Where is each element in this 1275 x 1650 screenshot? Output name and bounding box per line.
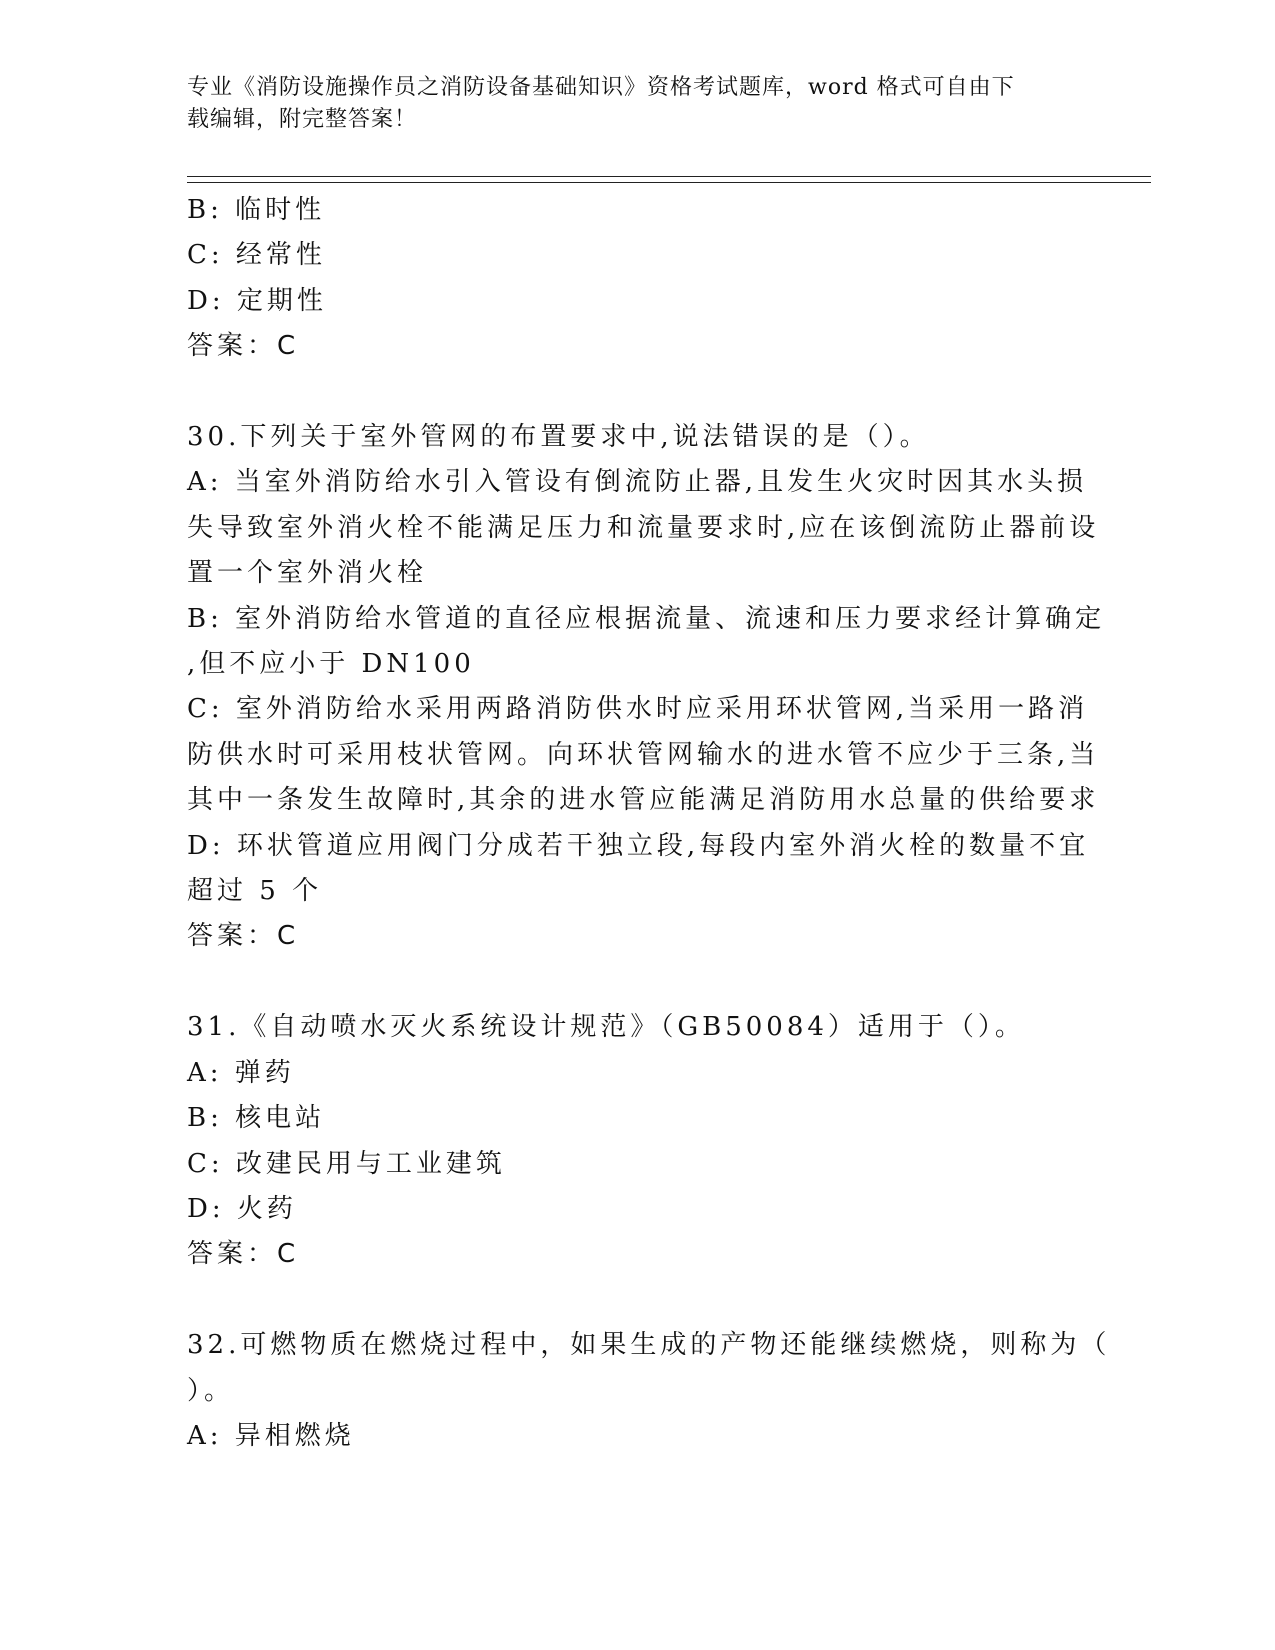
header-divider-bottom xyxy=(187,182,1151,183)
q30-option-c-line-1: C: 室外消防给水采用两路消防供水时应采用环状管网,当采用一路消 xyxy=(187,694,1089,725)
q31-answer: 答案：C xyxy=(187,1239,300,1270)
header-divider-top xyxy=(187,176,1151,177)
q30-option-b-line-2: ,但不应小于 DN100 xyxy=(187,649,475,680)
q29-option-b: B: 临时性 xyxy=(187,195,326,225)
q30-answer: 答案：C xyxy=(187,921,300,952)
q29-option-c: C: 经常性 xyxy=(187,240,326,271)
q30-option-d-line-2: 超过 5 个 xyxy=(187,876,323,907)
q32-question-line-2: ）。 xyxy=(187,1375,235,1406)
q30-option-a-line-3: 置一个室外消火栓 xyxy=(187,558,428,589)
question-content xyxy=(187,188,1111,1459)
q31-question: 31.《自动喷水灭火系统设计规范》（GB50084）适用于（）。 xyxy=(187,1012,1025,1043)
q31-option-b: B: 核电站 xyxy=(187,1103,326,1134)
spacer xyxy=(187,370,1077,415)
q31-option-d: D: 火药 xyxy=(187,1193,297,1224)
q30-option-c-line-2: 防供水时可采用枝状管网。向环状管网输水的进水管不应少于三条,当 xyxy=(187,739,1100,770)
q30-option-a-line-2: 失导致室外消火栓不能满足压力和流量要求时,应在该倒流防止器前设 xyxy=(187,512,1100,543)
spacer xyxy=(187,1278,1077,1323)
header-line-2: 载编辑，附完整答案！ xyxy=(187,107,418,132)
q32-option-a: A: 异相燃烧 xyxy=(187,1420,355,1451)
q30-option-d-line-1: D: 环状管道应用阀门分成若干独立段,每段内室外消火栓的数量不宜 xyxy=(187,830,1090,861)
header-line-1: 专业《消防设施操作员之消防设备基础知识》资格考试题库，word 格式可自由下 xyxy=(187,75,1015,100)
q29-option-d: D: 定期性 xyxy=(187,285,327,316)
spacer xyxy=(187,960,1077,1005)
document-header xyxy=(187,72,1067,136)
q29-answer: 答案：C xyxy=(187,331,300,362)
q30-option-b-line-1: B: 室外消防给水管道的直径应根据流量、流速和压力要求经计算确定 xyxy=(187,603,1106,634)
q31-option-c: C: 改建民用与工业建筑 xyxy=(187,1148,506,1179)
q30-option-a-line-1: A: 当室外消防给水引入管设有倒流防止器,且发生火灾时因其水头损 xyxy=(187,467,1088,498)
q31-option-a: A: 弹药 xyxy=(187,1057,295,1088)
q30-question: 30.下列关于室外管网的布置要求中,说法错误的是（）。 xyxy=(187,422,930,453)
q30-option-c-line-3: 其中一条发生故障时,其余的进水管应能满足消防用水总量的供给要求 xyxy=(187,785,1100,816)
q32-question-line-1: 32.可燃物质在燃烧过程中，如果生成的产物还能继续燃烧，则称为（ xyxy=(187,1330,1111,1361)
